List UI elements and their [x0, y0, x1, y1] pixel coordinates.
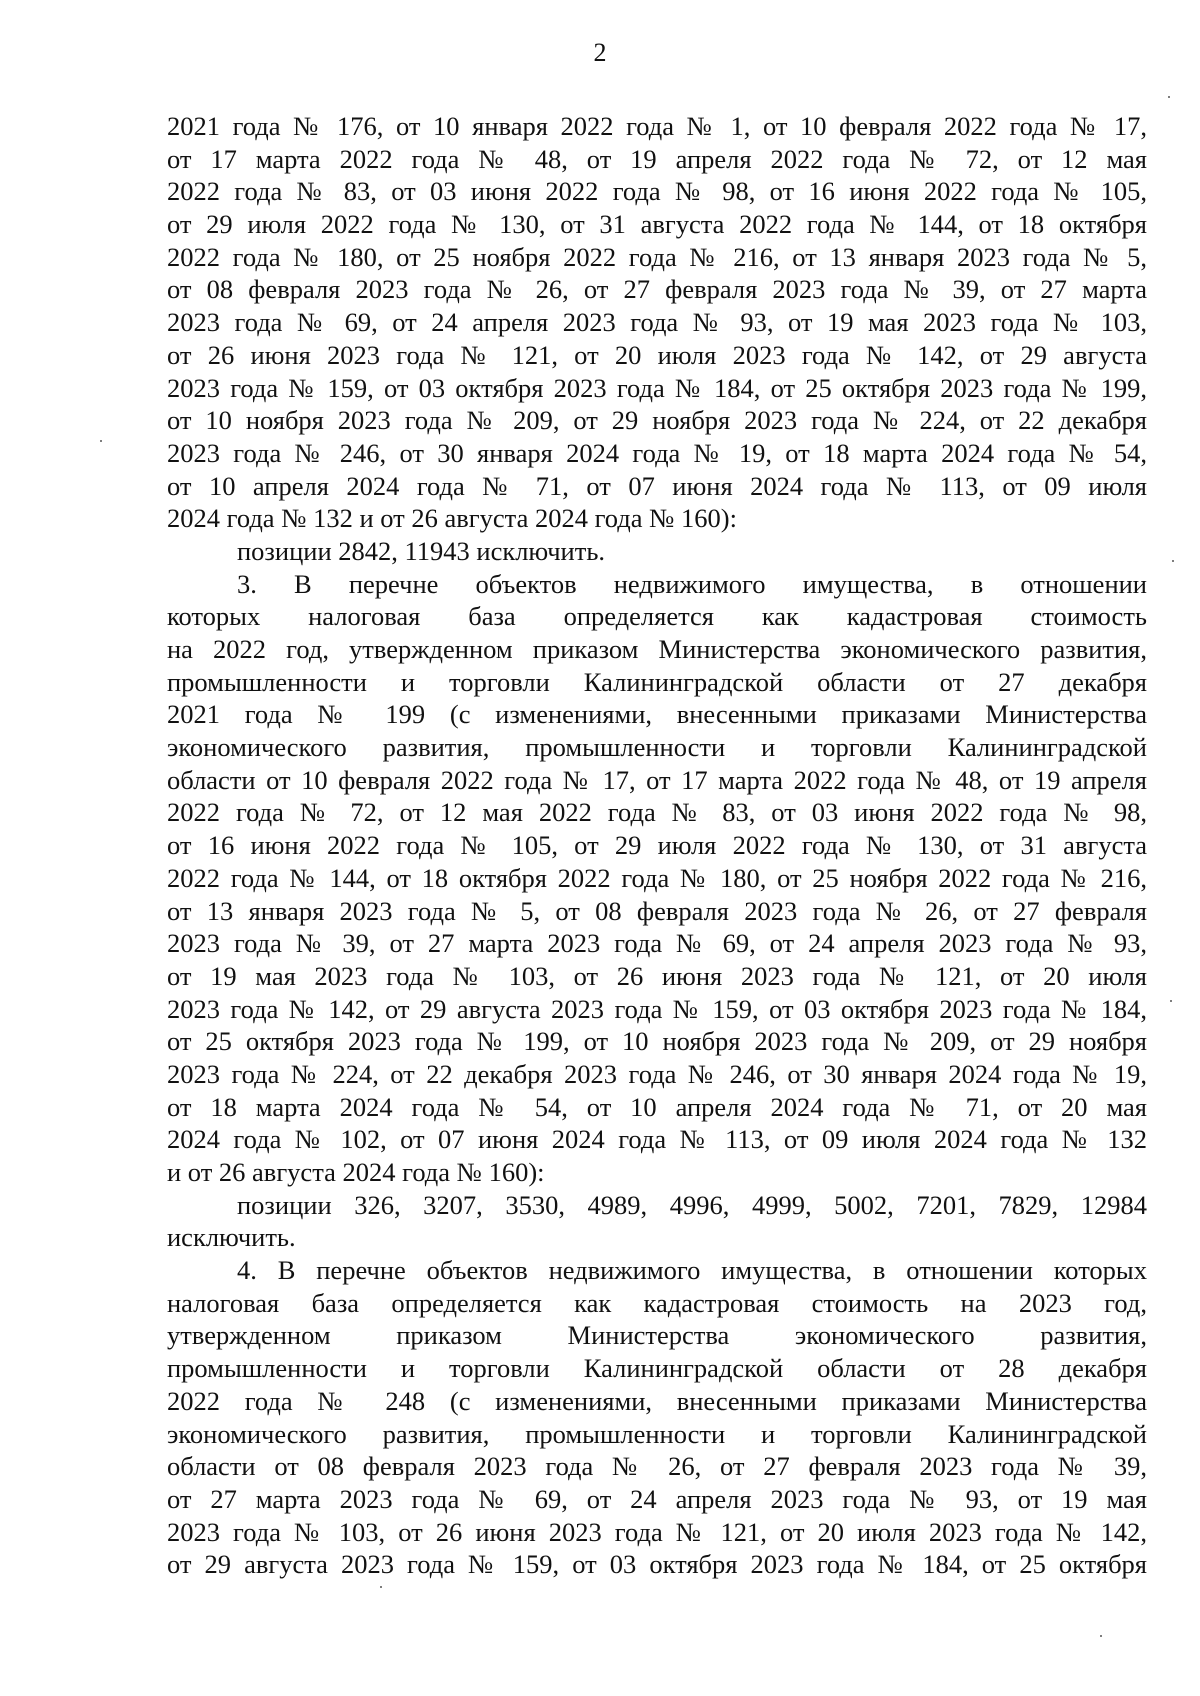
text-line: экономического развития, промышленности и торговли Калининградской [167, 732, 1147, 763]
text-line: экономического развития, промышленности и торговли Калининградской [167, 1418, 1147, 1449]
text-line: 2023 года № 246, от 30 января 2024 года № 19, от 18 марта 2024 года № 54, [167, 437, 1147, 468]
text-line: от 27 марта 2023 года № 69, от 24 апреля 2023 года № 93, от 19 мая [167, 1483, 1147, 1514]
text-line: от 26 июня 2023 года № 121, от 20 июля 2023 года № 142, от 29 августа [167, 339, 1147, 370]
text-line: промышленности и торговли Калининградской области от 28 декабря [167, 1353, 1147, 1384]
text-line: 2022 года № 83, от 03 июня 2022 года № 98, от 16 июня 2022 года № 105, [167, 176, 1147, 207]
text-line: 2024 года № 132 и от 26 августа 2024 года № 160): [167, 503, 737, 534]
text-line: от 29 августа 2023 года № 159, от 03 октября 2023 года № 184, от 25 октября [167, 1549, 1147, 1580]
text-line: от 16 июня 2022 года № 105, от 29 июля 2022 года № 130, от 31 августа [167, 830, 1147, 861]
text-line: от 13 января 2023 года № 5, от 08 февраля 2023 года № 26, от 27 февраля [167, 895, 1147, 926]
text-line: 2021 года № 176, от 10 января 2022 года № 1, от 10 февраля 2022 года № 17, [167, 111, 1147, 141]
text-line: позиции 326, 3207, 3530, 4989, 4996, 4999, 5002, 7201, 7829, 12984 [237, 1189, 1147, 1220]
text-line: от 18 марта 2024 года № 54, от 10 апреля 2024 года № 71, от 20 мая [167, 1091, 1147, 1122]
text-line: от 08 февраля 2023 года № 26, от 27 февраля 2023 года № 39, от 27 марта [167, 274, 1147, 305]
text-line: 2023 года № 69, от 24 апреля 2023 года № 93, от 19 мая 2023 года № 103, [167, 307, 1147, 338]
text-line: 4. В перечне объектов недвижимого имущества, в отношении которых [237, 1255, 1147, 1286]
text-line: от 25 октября 2023 года № 199, от 10 ноября 2023 года № 209, от 29 ноября [167, 1026, 1147, 1057]
text-line: от 10 ноября 2023 года № 209, от 29 ноября 2023 года № 224, от 22 декабря [167, 405, 1147, 436]
text-line: позиции 2842, 11943 исключить. [237, 535, 606, 566]
text-line: от 29 июля 2022 года № 130, от 31 августа 2022 года № 144, от 18 октября [167, 209, 1147, 240]
text-line: 2023 года № 103, от 26 июня 2023 года № 121, от 20 июля 2023 года № 142, [167, 1516, 1147, 1547]
text-line: области от 08 февраля 2023 года № 26, от 27 февраля 2023 года № 39, [167, 1451, 1147, 1482]
text-line: 2023 года № 39, от 27 марта 2023 года № 69, от 24 апреля 2023 года № 93, [167, 928, 1147, 959]
text-line: 2022 года № 180, от 25 ноября 2022 года № 216, от 13 января 2023 года № 5, [167, 241, 1147, 272]
text-line: 3. В перечне объектов недвижимого имущества, в отношении [237, 568, 1147, 599]
text-line: 2022 года № 248 (с изменениями, внесенными приказами Министерства [167, 1385, 1147, 1416]
text-line: 2021 года № 199 (с изменениями, внесенными приказами Министерства [167, 699, 1147, 730]
text-line: 2023 года № 159, от 03 октября 2023 года № 184, от 25 октября 2023 года № 199, [167, 372, 1147, 403]
text-line: области от 10 февраля 2022 года № 17, от 17 марта 2022 года № 48, от 19 апреля [167, 764, 1147, 795]
text-line: утвержденном приказом Министерства экономического развития, [167, 1320, 1147, 1351]
text-line: и от 26 августа 2024 года № 160): [167, 1157, 545, 1187]
text-line: налоговая база определяется как кадастровая стоимость на 2023 год, [167, 1287, 1147, 1318]
text-line: промышленности и торговли Калининградской области от 27 декабря [167, 666, 1147, 697]
text-line: от 17 марта 2022 года № 48, от 19 апреля 2022 года № 72, от 12 мая [167, 143, 1147, 174]
scan-speck [1100, 1635, 1102, 1637]
text-line: 2022 года № 72, от 12 мая 2022 года № 83, от 03 июня 2022 года № 98, [167, 797, 1147, 828]
text-line: 2024 года № 102, от 07 июня 2024 года № 113, от 09 июля 2024 года № 132 [167, 1124, 1147, 1155]
text-line: 2023 года № 224, от 22 декабря 2023 года № 246, от 30 января 2024 года № 19, [167, 1058, 1147, 1089]
scan-speck [1172, 560, 1174, 562]
text-line: исключить. [167, 1222, 296, 1253]
text-line: 2022 года № 144, от 18 октября 2022 года № 180, от 25 ноября 2022 года № 216, [167, 862, 1147, 893]
document-body [167, 110, 1147, 1581]
scan-speck [380, 1586, 382, 1588]
scan-speck [1170, 1000, 1172, 1002]
page-number: 2 [593, 38, 607, 67]
text-line: от 19 мая 2023 года № 103, от 26 июня 2023 года № 121, от 20 июля [167, 960, 1147, 991]
scan-speck [1168, 96, 1170, 98]
scan-speck [100, 440, 102, 442]
text-line: от 10 апреля 2024 года № 71, от 07 июня 2024 года № 113, от 09 июля [167, 470, 1147, 501]
text-line: 2023 года № 142, от 29 августа 2023 года № 159, от 03 октября 2023 года № 184, [167, 993, 1147, 1024]
text-line: на 2022 год, утвержденном приказом Министерства экономического развития, [167, 634, 1147, 664]
text-line: которых налоговая база определяется как кадастровая стоимость [167, 601, 1147, 632]
